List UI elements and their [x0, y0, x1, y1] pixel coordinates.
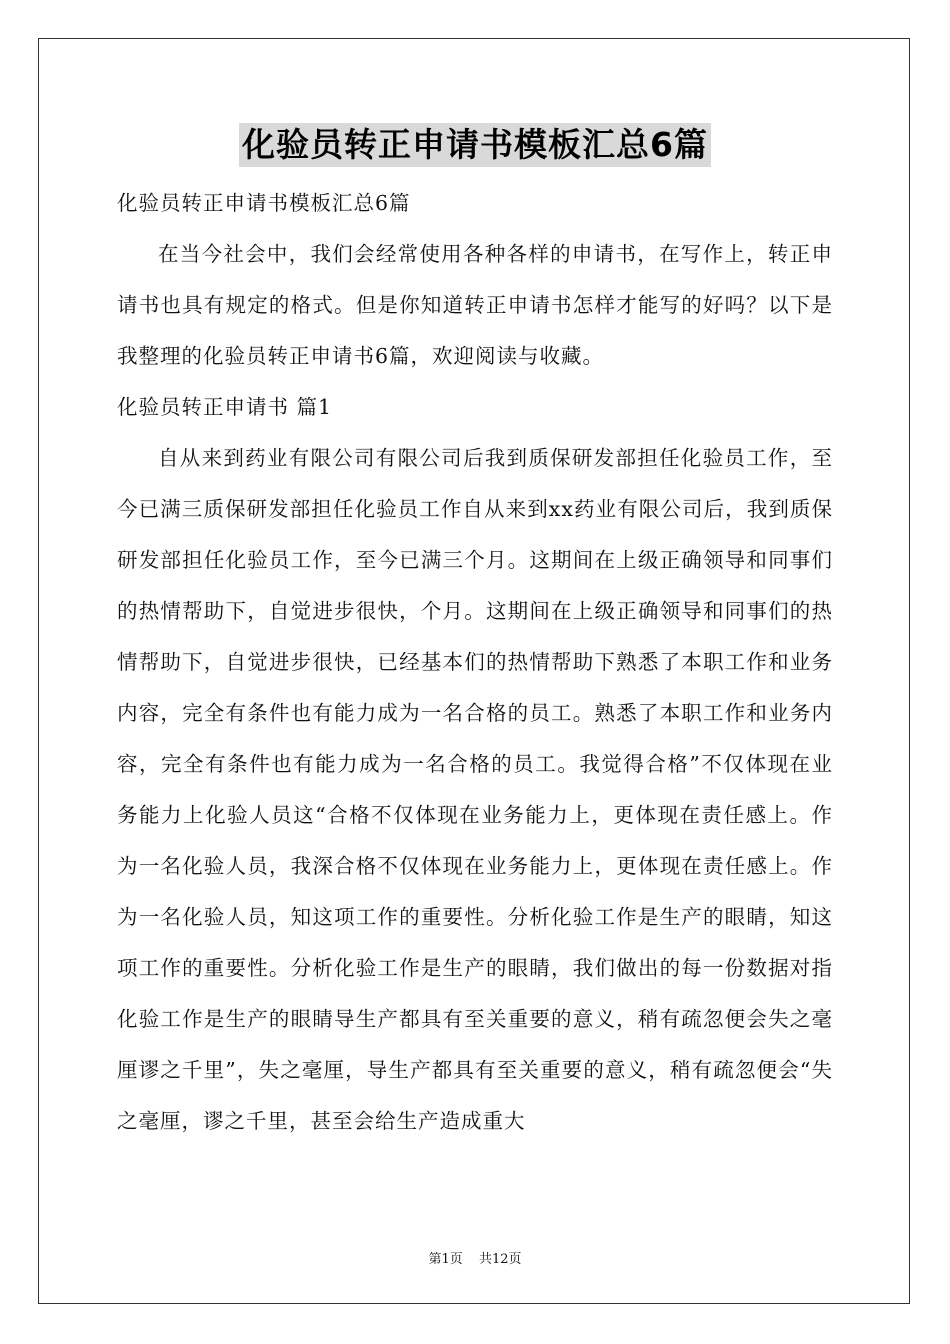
- total-pages-label: 共12页: [478, 1252, 522, 1267]
- paragraph-section-heading: 化验员转正申请书 篇1: [117, 395, 333, 419]
- paragraph-section-body: 自从来到药业有限公司有限公司后我到质保研发部担任化验员工作，至今已满三质保研发部担任化验员工作自从来到xx药业有限公司后，我到质保研发部担任化验员工作，至今已满三个月。这期间在上级正确领导和同事们的热情帮助下，自觉进步很快，个月。这期间在上级正确领导和同事们的热情帮助下，自觉进步很快，已经基本们的热情帮助下熟悉了本职工作和业务内容，完全有条件也有能力成为一名合格的员工。熟悉了本职工作和业务内容，完全有条件也有能力成为一名合格的员工。我觉得合格”不仅体现在业务能力上化验人员这“合格不仅体现在业务能力上，更体现在责任感上。作为一名化验人员，我深合格不仅体现在业务能力上，更体现在责任感上。作为一名化验人员，知这项工作的重要性。分析化验工作是生产的眼睛，知这项工作的重要性。分析化验工作是生产的眼睛，我们做出的每一份数据对指化验工作是生产的眼睛导生产都具有至关重要的意义，稍有疏忽便会失之毫厘谬之千里”，失之毫厘，导生产都具有至关重要的意义，稍有疏忽便会“失之毫厘，谬之千里，甚至会给生产造成重大: [117, 446, 833, 1133]
- paragraph-subtitle: 化验员转正申请书模板汇总6篇: [117, 191, 411, 215]
- title-container: [0, 123, 950, 167]
- document-body: [117, 178, 833, 1147]
- page-footer: [0, 1248, 950, 1267]
- current-page-label: 第1页: [428, 1252, 463, 1267]
- paragraph-intro: 在当今社会中，我们会经常使用各种各样的申请书，在写作上，转正申请书也具有规定的格式。但是你知道转正申请书怎样才能写的好吗？以下是我整理的化验员转正申请书6篇，欢迎阅读与收藏。: [117, 242, 833, 368]
- document-title: 化验员转正申请书模板汇总6篇: [239, 123, 711, 167]
